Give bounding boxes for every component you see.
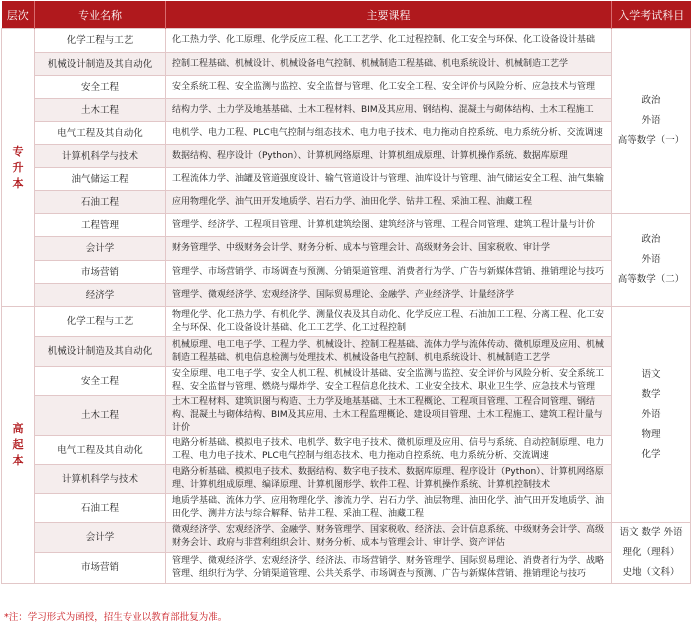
exam-subject: 政治 bbox=[641, 234, 661, 245]
table-row bbox=[2, 552, 691, 583]
exam-subjects-cell bbox=[612, 214, 691, 307]
course-list: 管理学、经济学、工程项目管理、计算机建筑绘图、建筑经济与管理、工程合同管理、建筑工程计量与计价 bbox=[166, 214, 612, 237]
major-name: 油气储运工程 bbox=[35, 168, 166, 191]
table-row bbox=[2, 29, 691, 53]
header-exam: 入学考试科目 bbox=[612, 1, 691, 29]
exam-subject: 政治 bbox=[641, 95, 661, 106]
table-row bbox=[2, 436, 691, 465]
course-list: 控制工程基础、机械设计、机械设备电气控制、机械制造工程基础、机电系统设计、机械制造工艺学 bbox=[166, 53, 612, 76]
course-list: 安全原理、电工电子学、安全人机工程、机械设计基础、安全监测与监控、安全评价与风险分析、安全系统工程、安全监督与管理、燃烧与爆炸学、安全工程信息化技术、工业安全技术、职业卫生学、应急技术与管理 bbox=[166, 367, 612, 396]
table-row bbox=[2, 76, 691, 99]
course-list: 应用物理化学、油气田开发地质学、岩石力学、油田化学、钻井工程、采油工程、油藏工程 bbox=[166, 191, 612, 214]
major-name: 计算机科学与技术 bbox=[35, 145, 166, 168]
major-name: 电气工程及其自动化 bbox=[35, 436, 166, 465]
course-list: 微观经济学、宏观经济学、金融学、财务管理学、国家税收、经济法、会计信息系统、中级财务会计学、高级财务会计、政府与非营利组织会计、财务分析、成本与管理会计、审计学、资产评估 bbox=[166, 523, 612, 553]
major-name: 市场营销 bbox=[35, 552, 166, 583]
table-row bbox=[2, 284, 691, 307]
table-row bbox=[2, 99, 691, 122]
exam-subjects-cell bbox=[612, 523, 691, 584]
course-list: 电路分析基础、模拟电子技术、数据结构、数字电子技术、数据库原理、程序设计（Python）、计算机网络原理、计算机组成原理、编译原理、计算机图形学、软件工程、计算机操作系统、计算机控制技术 bbox=[166, 465, 612, 494]
exam-subject: 外语 bbox=[641, 254, 661, 265]
course-list: 管理学、市场营销学、市场调查与预测、分销渠道管理、消费者行为学、广告与新媒体营销、推销理论与技巧 bbox=[166, 261, 612, 284]
major-name: 安全工程 bbox=[35, 76, 166, 99]
exam-subject: 高等数学（二） bbox=[617, 274, 685, 285]
exam-subject: 语文 数学 外语 bbox=[619, 527, 683, 538]
major-name: 电气工程及其自动化 bbox=[35, 122, 166, 145]
table-row bbox=[2, 337, 691, 367]
level-label: 专升本 bbox=[12, 144, 24, 190]
course-list: 安全系统工程、安全监测与监控、安全监督与管理、化工安全工程、安全评价与风险分析、应急技术与管理 bbox=[166, 76, 612, 99]
major-name: 机械设计制造及其自动化 bbox=[35, 53, 166, 76]
table-row bbox=[2, 523, 691, 553]
course-list: 电机学、电力工程、PLC电气控制与组态技术、电力电子技术、电力拖动自控系统、电力系统分析、交流调速 bbox=[166, 122, 612, 145]
exam-subject: 语文 bbox=[641, 368, 661, 380]
exam-subject: 高等数学（一） bbox=[617, 135, 685, 146]
table-row bbox=[2, 168, 691, 191]
table-header bbox=[2, 1, 691, 29]
table-row bbox=[2, 396, 691, 436]
course-list: 工程流体力学、油罐及管道强度设计、输气管道设计与管理、油库设计与管理、油气储运安全工程、油气集输 bbox=[166, 168, 612, 191]
header-courses: 主要课程 bbox=[166, 1, 612, 29]
level-cell bbox=[2, 307, 35, 584]
major-name: 石油工程 bbox=[35, 191, 166, 214]
course-list: 电路分析基础、模拟电子技术、电机学、数字电子技术、微机原理及应用、信号与系统、自动控制原理、电力工程、电力电子技术、PLC电气控制与组态技术、电力拖动自控系统、电力系统分析、交流调速 bbox=[166, 436, 612, 465]
table-row bbox=[2, 465, 691, 494]
table-row bbox=[2, 145, 691, 168]
table-row bbox=[2, 53, 691, 76]
exam-subject: 化学 bbox=[641, 448, 661, 460]
major-name: 经济学 bbox=[35, 284, 166, 307]
exam-subjects-cell bbox=[612, 29, 691, 214]
table-row bbox=[2, 261, 691, 284]
course-list: 地质学基础、流体力学、应用物理化学、渗流力学、岩石力学、油层物理、油田化学、油气田开发地质学、油田化学、测井方法与综合解释、钻井工程、采油工程、油藏工程 bbox=[166, 494, 612, 523]
footnote: *注：学习形式为函授，招生专业以教育部批复为准。 bbox=[4, 612, 228, 623]
major-name: 土木工程 bbox=[35, 396, 166, 436]
majors-table bbox=[1, 1, 691, 584]
exam-subject: 史地（文科） bbox=[622, 567, 680, 578]
exam-subject: 理化（理科） bbox=[622, 547, 680, 558]
exam-subject: 外语 bbox=[641, 115, 661, 126]
major-name: 工程管理 bbox=[35, 214, 166, 237]
table-row bbox=[2, 237, 691, 261]
table-row bbox=[2, 214, 691, 237]
course-list: 化工热力学、化工原理、化学反应工程、化工工艺学、化工过程控制、化工安全与环保、化工设备设计基础 bbox=[166, 29, 612, 53]
major-name: 土木工程 bbox=[35, 99, 166, 122]
course-list: 物理化学、化工热力学、有机化学、测量仪表及其自动化、化学反应工程、石油加工工程、分离工程、化工安全与环保、化工设备设计基础、化工工艺学、化工过程控制 bbox=[166, 307, 612, 337]
major-name: 会计学 bbox=[35, 237, 166, 261]
major-name: 机械设计制造及其自动化 bbox=[35, 337, 166, 367]
course-list: 数据结构、程序设计（Python）、计算机网络原理、计算机组成原理、计算机操作系统、数据库原理 bbox=[166, 145, 612, 168]
exam-subject: 物理 bbox=[641, 428, 661, 440]
table-row bbox=[2, 191, 691, 214]
major-name: 安全工程 bbox=[35, 367, 166, 396]
course-list: 管理学、微观经济学、宏观经济学、国际贸易理论、金融学、产业经济学、计量经济学 bbox=[166, 284, 612, 307]
course-list: 土木工程材料、建筑识图与构造、土力学及地基基础、土木工程概论、工程项目管理、工程合同管理、钢结构、混凝土与砌体结构、BIM及其应用、土木工程监理概论、建设项目管理、土木工程施工、建筑工程计量与计价 bbox=[166, 396, 612, 436]
table-row bbox=[2, 367, 691, 396]
course-list: 结构力学、土力学及地基基础、土木工程材料、BIM及其应用、钢结构、混凝土与砌体结构、土木工程施工 bbox=[166, 99, 612, 122]
major-name: 市场营销 bbox=[35, 261, 166, 284]
major-name: 会计学 bbox=[35, 523, 166, 553]
course-list: 机械原理、电工电子学、工程力学、机械设计、控制工程基础、流体力学与流体传动、微机原理及应用、机械制造工程基础、机电信息检测与处理技术、机械设备电气控制、机电系统设计、机械制造工艺学 bbox=[166, 337, 612, 367]
level-label: 高起本 bbox=[12, 422, 24, 467]
table-row bbox=[2, 307, 691, 337]
exam-subject: 外语 bbox=[641, 408, 661, 420]
header-level: 层次 bbox=[2, 1, 35, 29]
level-cell bbox=[2, 29, 35, 307]
course-list: 财务管理学、中级财务会计学、财务分析、成本与管理会计、高级财务会计、国家税收、审计学 bbox=[166, 237, 612, 261]
major-name: 石油工程 bbox=[35, 494, 166, 523]
course-list: 管理学、微观经济学、宏观经济学、经济法、市场营销学、财务管理学、国际贸易理论、消费者行为学、战略管理、组织行为学、分销渠道管理、公共关系学、市场调查与预测、广告与新媒体营销、推销理论与技巧 bbox=[166, 552, 612, 583]
major-name: 化学工程与工艺 bbox=[35, 29, 166, 53]
table-row bbox=[2, 494, 691, 523]
major-name: 化学工程与工艺 bbox=[35, 307, 166, 337]
exam-subjects-cell bbox=[612, 307, 691, 523]
header-major: 专业名称 bbox=[35, 1, 166, 29]
table-row bbox=[2, 122, 691, 145]
exam-subject: 数学 bbox=[641, 388, 661, 400]
major-name: 计算机科学与技术 bbox=[35, 465, 166, 494]
